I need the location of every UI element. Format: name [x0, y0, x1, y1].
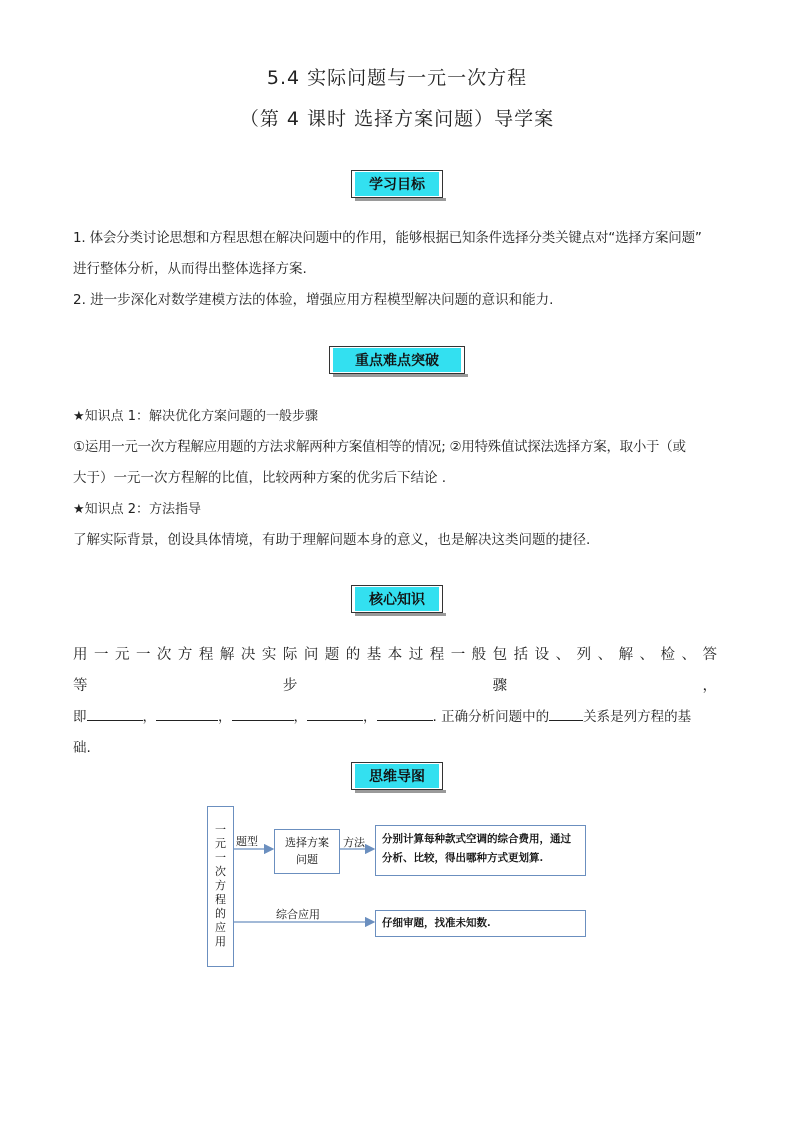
section-core-label: 核心知识	[355, 587, 439, 611]
section-goals-label: 学习目标	[355, 172, 439, 196]
core-line-1: 用一元一次方程解决实际问题的基本过程一般包括设、列、解、检、答等步骤，	[73, 647, 723, 694]
section-keypoints-label: 重点难点突破	[333, 348, 461, 372]
knowledge-point-2-title: ★知识点 2：方法指导	[73, 502, 202, 517]
core-line-2: 即 ， ， ， ， . 正确分析问题中的 关系是列方程的基	[73, 702, 723, 733]
goal-item: 进行整体分析，从而得出整体选择方案.	[73, 261, 307, 277]
application-box: 仔细审题，找准未知数.	[375, 910, 586, 937]
goal-item: 2. 进一步深化对数学建模方法的体验，增强应用方程模型解决问题的意识和能力.	[73, 292, 554, 308]
knowledge-point-2-text: 了解实际背景，创设具体情境，有助于理解问题本身的意义，也是解决这类问题的捷径.	[73, 532, 591, 548]
mind-map-root: 一元一次方程的应用	[207, 806, 234, 967]
knowledge-point-1-text: ①运用一元一次方程解应用题的方法求解两种方案值相等的情况; ②用特殊值试探法选择方案，取小于（或	[73, 439, 686, 455]
goal-item: 1. 体会分类讨论思想和方程思想在解决问题中的作用，能够根据已知条件选择分类关键点对“选择方案问题”	[73, 230, 702, 246]
page-title: 5.4 实际问题与一元一次方程	[266, 67, 528, 89]
section-mindmap-label: 思维导图	[355, 764, 439, 788]
branch-type-box: 选择方案问题	[274, 829, 340, 874]
branch-type-label: 题型	[236, 835, 258, 848]
branch-application-label: 综合应用	[276, 908, 320, 921]
method-label: 方法	[343, 836, 365, 849]
method-box: 分别计算每种款式空调的综合费用，通过分析、比较，得出哪种方式更划算.	[375, 825, 586, 876]
core-line-3: 础.	[73, 740, 91, 756]
knowledge-point-1-title: ★知识点 1：解决优化方案问题的一般步骤	[73, 409, 319, 424]
page-subtitle: （第 4 课时 选择方案问题）导学案	[239, 108, 555, 130]
knowledge-point-1-text: 大于）一元一次方程解的比值，比较两种方案的优劣后下结论 .	[73, 470, 447, 486]
